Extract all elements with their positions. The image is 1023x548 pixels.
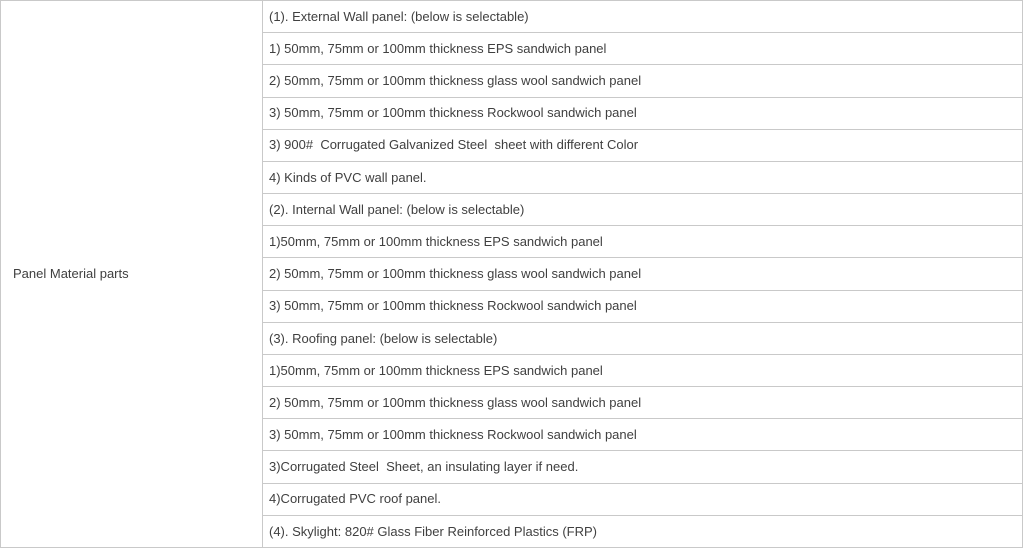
table-row [263, 32, 1022, 64]
table-cell-text: 1)50mm, 75mm or 100mm thickness EPS sandwich panel [269, 362, 603, 378]
table-cell-text: (4). Skylight: 820# Glass Fiber Reinforced Plastics (FRP) [269, 523, 597, 539]
table-row [263, 129, 1022, 161]
table-cell-text: 3) 50mm, 75mm or 100mm thickness Rockwool sandwich panel [269, 298, 637, 314]
table-cell-text: 2) 50mm, 75mm or 100mm thickness glass wool sandwich panel [269, 73, 642, 89]
table-cell-text: 1) 50mm, 75mm or 100mm thickness EPS sandwich panel [269, 40, 607, 56]
table-cell-text: 4)Corrugated PVC roof panel. [269, 491, 441, 507]
table-cell-text: 2) 50mm, 75mm or 100mm thickness glass wool sandwich panel [269, 266, 642, 282]
table-cell-text: 1)50mm, 75mm or 100mm thickness EPS sandwich panel [269, 233, 603, 249]
spec-rows-column [263, 1, 1022, 547]
table-row [263, 483, 1022, 515]
table-row [263, 1, 1022, 32]
table-row [263, 64, 1022, 96]
table-row [263, 354, 1022, 386]
table-cell-text: 3) 50mm, 75mm or 100mm thickness Rockwool sandwich panel [269, 427, 637, 443]
row-header-label: Panel Material parts [13, 266, 129, 282]
table-cell-text: 4) Kinds of PVC wall panel. [269, 169, 427, 185]
table-row [263, 225, 1022, 257]
table-row [263, 193, 1022, 225]
table-row [263, 257, 1022, 289]
table-row [263, 515, 1022, 547]
table-row [263, 450, 1022, 482]
table-cell-text: 3) 900# Corrugated Galvanized Steel sheet with different Color [269, 137, 639, 153]
table-cell-text: 3)Corrugated Steel Sheet, an insulating layer if need. [269, 459, 579, 475]
table-row [263, 322, 1022, 354]
table-cell-text: (1). External Wall panel: (below is selectable) [269, 8, 529, 24]
table-row [263, 418, 1022, 450]
table-cell-text: 2) 50mm, 75mm or 100mm thickness glass wool sandwich panel [269, 394, 642, 410]
table-row [263, 386, 1022, 418]
table-row [263, 290, 1022, 322]
table-cell-text: (3). Roofing panel: (below is selectable) [269, 330, 498, 346]
row-header-cell [1, 1, 263, 547]
table-row [263, 161, 1022, 193]
table-row [263, 97, 1022, 129]
table-cell-text: (2). Internal Wall panel: (below is selectable) [269, 201, 525, 217]
table-cell-text: 3) 50mm, 75mm or 100mm thickness Rockwool sandwich panel [269, 105, 637, 121]
